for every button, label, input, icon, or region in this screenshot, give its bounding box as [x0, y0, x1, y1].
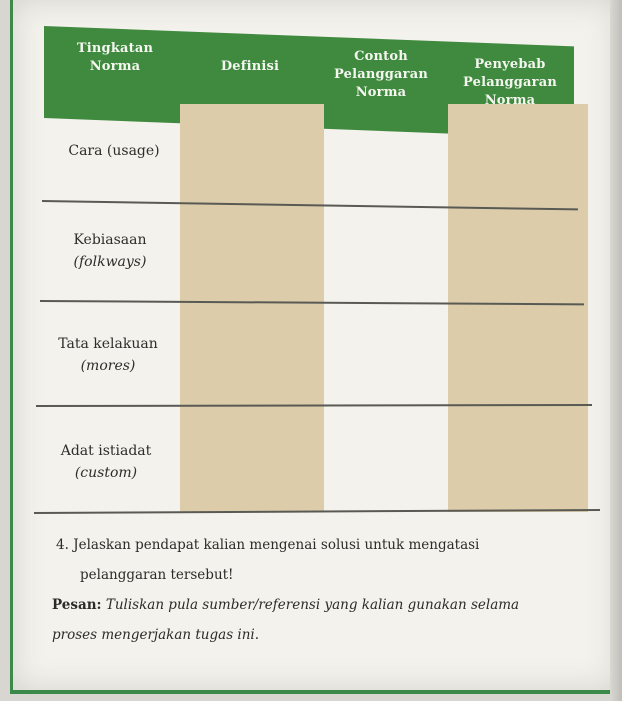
row-label-folkways-line1: Kebiasaan: [73, 232, 147, 248]
row-label-usage-text: Cara (usage): [68, 143, 160, 159]
row-label-mores-line1: Tata kelakuan: [58, 336, 158, 352]
definition-column-fill: [180, 104, 324, 512]
header-example: [322, 48, 440, 102]
row-label-mores: [46, 333, 170, 377]
row-label-folkways-line2: (folkways): [73, 254, 147, 270]
header-level: [60, 40, 170, 76]
header-cause-line3: Norma: [484, 93, 536, 108]
question-4-text-line1: Jelaskan pendapat kalian mengenai solusi untuk mengatasi: [73, 537, 480, 553]
question-4-line1: [56, 530, 596, 560]
header-level-line1: Tingkatan: [76, 41, 154, 56]
question-number: 4.: [56, 537, 69, 553]
row-label-folkways: [48, 229, 172, 273]
note-text-line2: proses mengerjakan tugas ini.: [52, 627, 260, 643]
note-text-line1: Tuliskan pula sumber/referensi yang kalian gunakan selama: [105, 597, 520, 613]
assignment-note: [52, 590, 602, 650]
cause-column-fill: [448, 104, 588, 512]
row-label-custom-line1: Adat istiadat: [60, 443, 152, 459]
header-definition-line1: Definisi: [220, 59, 280, 74]
header-cause-line1: Penyebab: [474, 57, 546, 72]
question-4-line2: pelanggaran tersebut!: [80, 567, 234, 583]
header-example-line1: Contoh: [354, 49, 408, 64]
header-cause: [454, 56, 566, 110]
header-cause-line2: Pelanggaran: [462, 75, 558, 90]
note-line1: [52, 590, 602, 620]
row-label-custom: [44, 440, 168, 484]
header-example-line3: Norma: [355, 85, 407, 100]
header-definition: [198, 58, 302, 76]
header-example-line2: Pelanggaran: [333, 67, 429, 82]
note-label: Pesan:: [52, 597, 102, 613]
question-4: [56, 530, 596, 590]
row-label-mores-line2: (mores): [80, 358, 136, 374]
row-label-usage: [52, 140, 176, 162]
header-level-line2: Norma: [89, 59, 141, 74]
row-label-custom-line2: (custom): [74, 465, 138, 481]
